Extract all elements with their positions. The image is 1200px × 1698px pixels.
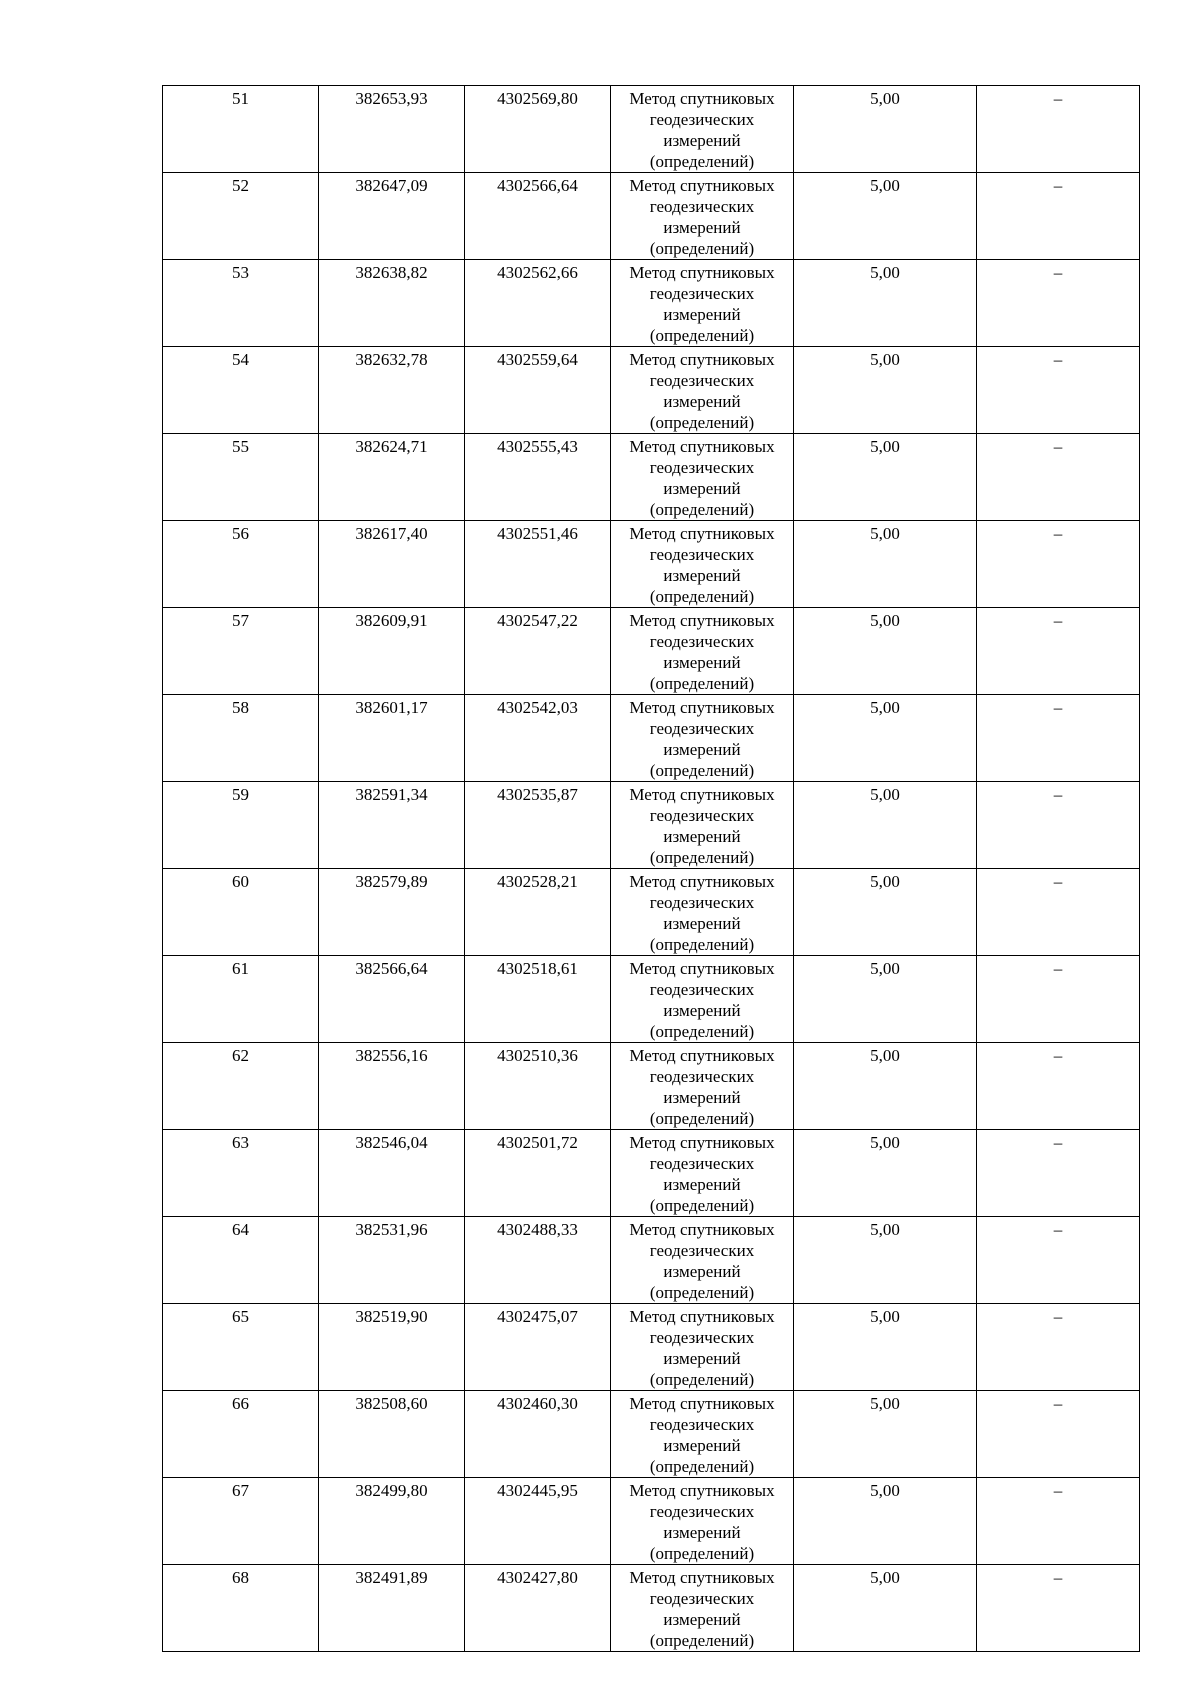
accuracy-cell: 5,00 (794, 260, 977, 347)
point-number-cell: 52 (163, 173, 319, 260)
x-coordinate-cell: 382632,78 (319, 347, 465, 434)
point-number-cell: 62 (163, 1043, 319, 1130)
x-coordinate-cell: 382556,16 (319, 1043, 465, 1130)
method-cell (611, 1217, 794, 1304)
y-coordinate-cell: 4302559,64 (465, 347, 611, 434)
method-line: измерений (663, 827, 741, 846)
note-cell: – (977, 1478, 1140, 1565)
note-cell: – (977, 608, 1140, 695)
method-cell (611, 956, 794, 1043)
table-row (163, 1304, 1140, 1391)
method-line: измерений (663, 1175, 741, 1194)
method-line: геодезических (649, 197, 755, 216)
method-line: измерений (663, 1349, 741, 1368)
x-coordinate-cell: 382647,09 (319, 173, 465, 260)
method-cell (611, 434, 794, 521)
method-line: (определений) (649, 1283, 755, 1302)
method-line: Метод спутниковых (629, 263, 775, 282)
y-coordinate-cell: 4302562,66 (465, 260, 611, 347)
x-coordinate-cell: 382531,96 (319, 1217, 465, 1304)
method-line: Метод спутниковых (629, 437, 775, 456)
y-coordinate-cell: 4302566,64 (465, 173, 611, 260)
table-row (163, 86, 1140, 173)
point-number-cell: 60 (163, 869, 319, 956)
point-number-cell: 55 (163, 434, 319, 521)
method-line: (определений) (649, 1370, 755, 1389)
coordinates-table-body (163, 86, 1140, 1652)
note-cell: – (977, 1391, 1140, 1478)
method-line: (определений) (649, 848, 755, 867)
method-cell (611, 1478, 794, 1565)
method-line: Метод спутниковых (629, 1394, 775, 1413)
accuracy-cell: 5,00 (794, 347, 977, 434)
method-line: (определений) (649, 674, 755, 693)
x-coordinate-cell: 382638,82 (319, 260, 465, 347)
table-row (163, 869, 1140, 956)
method-cell (611, 1043, 794, 1130)
x-coordinate-cell: 382617,40 (319, 521, 465, 608)
method-line: Метод спутниковых (629, 1220, 775, 1239)
method-line: геодезических (649, 1502, 755, 1521)
x-coordinate-cell: 382601,17 (319, 695, 465, 782)
method-cell (611, 695, 794, 782)
method-line: Метод спутниковых (629, 524, 775, 543)
method-line: (определений) (649, 500, 755, 519)
y-coordinate-cell: 4302547,22 (465, 608, 611, 695)
note-cell: – (977, 86, 1140, 173)
method-line: геодезических (649, 806, 755, 825)
method-line: геодезических (649, 545, 755, 564)
method-line: Метод спутниковых (629, 785, 775, 804)
x-coordinate-cell: 382491,89 (319, 1565, 465, 1652)
accuracy-cell: 5,00 (794, 1043, 977, 1130)
method-line: геодезических (649, 980, 755, 999)
method-line: (определений) (649, 1457, 755, 1476)
method-cell (611, 86, 794, 173)
y-coordinate-cell: 4302427,80 (465, 1565, 611, 1652)
y-coordinate-cell: 4302460,30 (465, 1391, 611, 1478)
point-number-cell: 68 (163, 1565, 319, 1652)
method-cell (611, 1130, 794, 1217)
method-line: Метод спутниковых (629, 611, 775, 630)
method-line: (определений) (649, 1544, 755, 1563)
method-line: Метод спутниковых (629, 698, 775, 717)
x-coordinate-cell: 382499,80 (319, 1478, 465, 1565)
x-coordinate-cell: 382624,71 (319, 434, 465, 521)
accuracy-cell: 5,00 (794, 521, 977, 608)
point-number-cell: 65 (163, 1304, 319, 1391)
accuracy-cell: 5,00 (794, 608, 977, 695)
y-coordinate-cell: 4302542,03 (465, 695, 611, 782)
method-line: (определений) (649, 1022, 755, 1041)
method-line: геодезических (649, 893, 755, 912)
method-cell (611, 1565, 794, 1652)
method-line: Метод спутниковых (629, 176, 775, 195)
method-line: измерений (663, 131, 741, 150)
point-number-cell: 66 (163, 1391, 319, 1478)
note-cell: – (977, 695, 1140, 782)
method-line: (определений) (649, 935, 755, 954)
accuracy-cell: 5,00 (794, 1565, 977, 1652)
accuracy-cell: 5,00 (794, 86, 977, 173)
method-line: Метод спутниковых (629, 1133, 775, 1152)
method-line: измерений (663, 1436, 741, 1455)
point-number-cell: 53 (163, 260, 319, 347)
method-line: измерений (663, 305, 741, 324)
note-cell: – (977, 434, 1140, 521)
method-cell (611, 260, 794, 347)
x-coordinate-cell: 382579,89 (319, 869, 465, 956)
table-row (163, 173, 1140, 260)
table-row (163, 608, 1140, 695)
x-coordinate-cell: 382566,64 (319, 956, 465, 1043)
table-row (163, 1565, 1140, 1652)
note-cell: – (977, 1043, 1140, 1130)
note-cell: – (977, 1304, 1140, 1391)
point-number-cell: 64 (163, 1217, 319, 1304)
note-cell: – (977, 1217, 1140, 1304)
accuracy-cell: 5,00 (794, 173, 977, 260)
table-row (163, 1478, 1140, 1565)
y-coordinate-cell: 4302501,72 (465, 1130, 611, 1217)
y-coordinate-cell: 4302518,61 (465, 956, 611, 1043)
method-line: (определений) (649, 1196, 755, 1215)
point-number-cell: 56 (163, 521, 319, 608)
method-line: измерений (663, 1523, 741, 1542)
y-coordinate-cell: 4302551,46 (465, 521, 611, 608)
note-cell: – (977, 347, 1140, 434)
table-row (163, 782, 1140, 869)
x-coordinate-cell: 382609,91 (319, 608, 465, 695)
y-coordinate-cell: 4302445,95 (465, 1478, 611, 1565)
method-line: геодезических (649, 719, 755, 738)
method-line: (определений) (649, 1109, 755, 1128)
accuracy-cell: 5,00 (794, 956, 977, 1043)
method-line: (определений) (649, 587, 755, 606)
x-coordinate-cell: 382591,34 (319, 782, 465, 869)
method-line: геодезических (649, 284, 755, 303)
method-line: измерений (663, 740, 741, 759)
point-number-cell: 54 (163, 347, 319, 434)
method-line: геодезических (649, 1328, 755, 1347)
method-cell (611, 521, 794, 608)
table-row (163, 260, 1140, 347)
method-line: (определений) (649, 1631, 755, 1650)
table-row (163, 1130, 1140, 1217)
y-coordinate-cell: 4302475,07 (465, 1304, 611, 1391)
method-cell (611, 869, 794, 956)
y-coordinate-cell: 4302569,80 (465, 86, 611, 173)
x-coordinate-cell: 382653,93 (319, 86, 465, 173)
table-row (163, 695, 1140, 782)
table-row (163, 1043, 1140, 1130)
y-coordinate-cell: 4302535,87 (465, 782, 611, 869)
method-line: (определений) (649, 761, 755, 780)
y-coordinate-cell: 4302488,33 (465, 1217, 611, 1304)
table-row (163, 956, 1140, 1043)
method-cell (611, 608, 794, 695)
accuracy-cell: 5,00 (794, 869, 977, 956)
point-number-cell: 58 (163, 695, 319, 782)
x-coordinate-cell: 382508,60 (319, 1391, 465, 1478)
method-line: геодезических (649, 632, 755, 651)
accuracy-cell: 5,00 (794, 782, 977, 869)
accuracy-cell: 5,00 (794, 1478, 977, 1565)
method-line: Метод спутниковых (629, 959, 775, 978)
table-row (163, 521, 1140, 608)
method-line: измерений (663, 566, 741, 585)
method-line: измерений (663, 1088, 741, 1107)
point-number-cell: 63 (163, 1130, 319, 1217)
note-cell: – (977, 1565, 1140, 1652)
method-line: геодезических (649, 1067, 755, 1086)
method-line: измерений (663, 479, 741, 498)
note-cell: – (977, 956, 1140, 1043)
method-line: геодезических (649, 1415, 755, 1434)
method-line: геодезических (649, 1241, 755, 1260)
method-line: измерений (663, 392, 741, 411)
point-number-cell: 59 (163, 782, 319, 869)
accuracy-cell: 5,00 (794, 1304, 977, 1391)
x-coordinate-cell: 382519,90 (319, 1304, 465, 1391)
x-coordinate-cell: 382546,04 (319, 1130, 465, 1217)
method-cell (611, 1304, 794, 1391)
method-line: измерений (663, 653, 741, 672)
point-number-cell: 61 (163, 956, 319, 1043)
method-line: измерений (663, 1610, 741, 1629)
method-line: (определений) (649, 326, 755, 345)
method-line: Метод спутниковых (629, 1481, 775, 1500)
note-cell: – (977, 1130, 1140, 1217)
method-cell (611, 1391, 794, 1478)
table-row (163, 434, 1140, 521)
note-cell: – (977, 260, 1140, 347)
method-line: геодезических (649, 1589, 755, 1608)
accuracy-cell: 5,00 (794, 695, 977, 782)
method-line: Метод спутниковых (629, 872, 775, 891)
y-coordinate-cell: 4302528,21 (465, 869, 611, 956)
method-line: Метод спутниковых (629, 1568, 775, 1587)
y-coordinate-cell: 4302555,43 (465, 434, 611, 521)
method-line: геодезических (649, 110, 755, 129)
method-line: Метод спутниковых (629, 350, 775, 369)
note-cell: – (977, 173, 1140, 260)
method-line: геодезических (649, 371, 755, 390)
method-line: измерений (663, 1001, 741, 1020)
table-row (163, 1391, 1140, 1478)
method-line: (определений) (649, 239, 755, 258)
accuracy-cell: 5,00 (794, 1130, 977, 1217)
method-line: Метод спутниковых (629, 1307, 775, 1326)
note-cell: – (977, 782, 1140, 869)
point-number-cell: 67 (163, 1478, 319, 1565)
accuracy-cell: 5,00 (794, 434, 977, 521)
method-cell (611, 347, 794, 434)
method-line: измерений (663, 914, 741, 933)
y-coordinate-cell: 4302510,36 (465, 1043, 611, 1130)
accuracy-cell: 5,00 (794, 1391, 977, 1478)
method-line: геодезических (649, 458, 755, 477)
note-cell: – (977, 521, 1140, 608)
table-row (163, 347, 1140, 434)
point-number-cell: 57 (163, 608, 319, 695)
table-row (163, 1217, 1140, 1304)
method-line: измерений (663, 218, 741, 237)
note-cell: – (977, 869, 1140, 956)
method-line: (определений) (649, 152, 755, 171)
method-cell (611, 173, 794, 260)
method-cell (611, 782, 794, 869)
point-number-cell: 51 (163, 86, 319, 173)
method-line: измерений (663, 1262, 741, 1281)
method-line: (определений) (649, 413, 755, 432)
method-line: Метод спутниковых (629, 1046, 775, 1065)
method-line: геодезических (649, 1154, 755, 1173)
coordinates-table (162, 85, 1140, 1652)
accuracy-cell: 5,00 (794, 1217, 977, 1304)
method-line: Метод спутниковых (629, 89, 775, 108)
